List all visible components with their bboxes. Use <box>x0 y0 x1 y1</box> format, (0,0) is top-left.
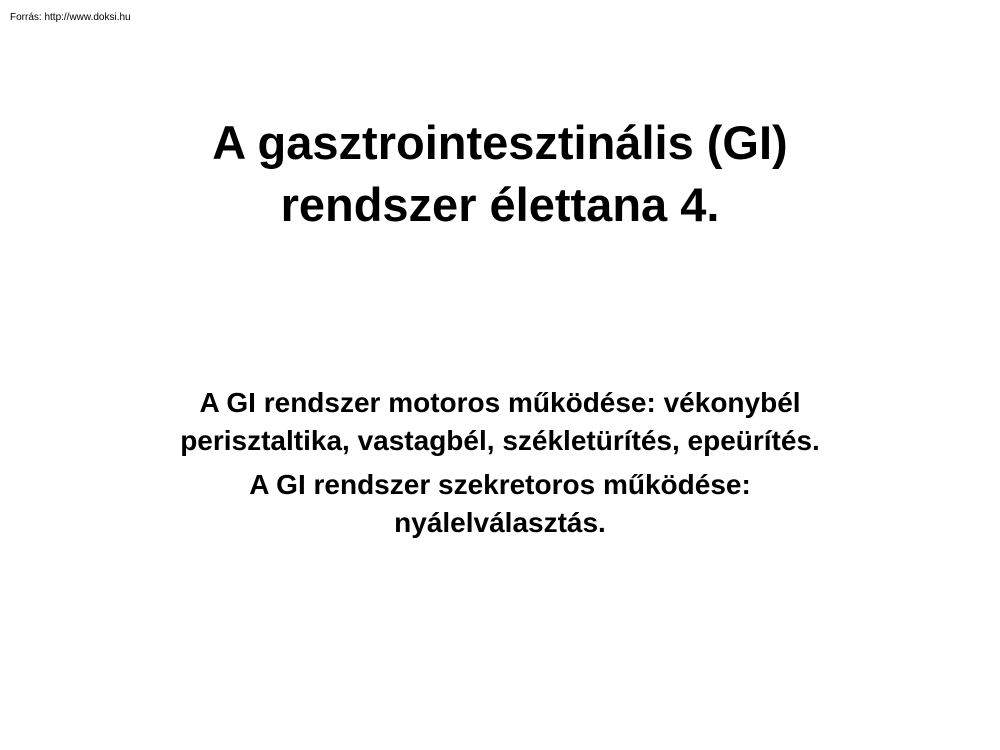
body-paragraph-secretory <box>0 466 1000 542</box>
body-paragraph-2-line-1: A GI rendszer szekretoros működése: <box>249 469 751 500</box>
slide-title <box>0 112 1000 236</box>
body-paragraph-2-line-2: nyálelválasztás. <box>394 507 606 538</box>
source-note: Forrás: http://www.doksi.hu <box>10 12 131 23</box>
title-line-2: rendszer élettana 4. <box>280 178 720 231</box>
body-paragraph-motor <box>0 384 1000 460</box>
body-paragraph-1-line-1: A GI rendszer motoros működése: vékonybél <box>199 387 801 418</box>
slide-body <box>0 384 1000 548</box>
body-paragraph-1-line-2: perisztaltika, vastagbél, székletürítés, epeürítés. <box>180 425 820 456</box>
title-line-1: A gasztrointesztinális (GI) <box>212 116 788 169</box>
